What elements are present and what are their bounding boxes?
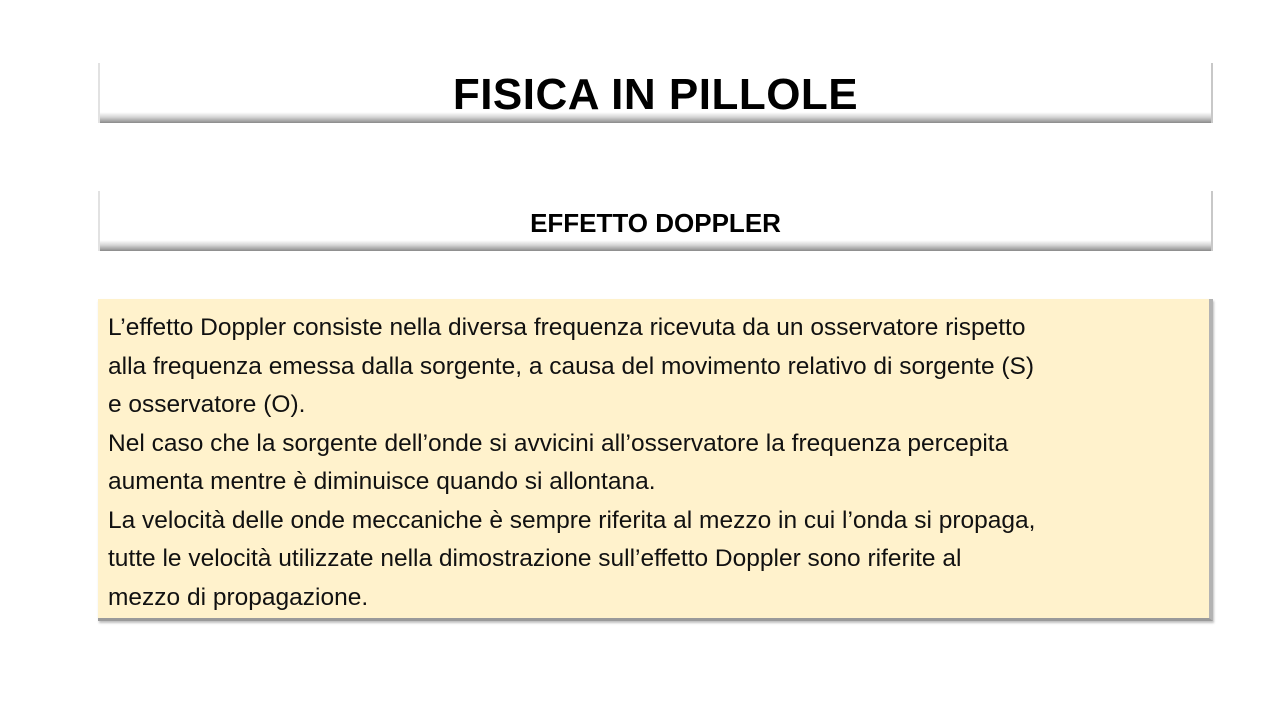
subtitle-banner [98, 191, 1213, 251]
text-line: La velocità delle onde meccaniche è sempre riferita al mezzo in cui l’onda si propaga, [108, 506, 1036, 534]
text-line: aumenta mentre è diminuisce quando si allontana. [108, 468, 656, 495]
text-line: mezzo di propagazione. [108, 583, 369, 611]
title-banner [98, 63, 1213, 123]
text-line: Nel caso che la sorgente dell’onde si avvicini all’osservatore la frequenza percepita [108, 429, 1009, 457]
text-line: alla frequenza emessa dalla sorgente, a causa del movimento relativo di sorgente (S) [108, 352, 1035, 380]
page-title: FISICA IN PILLOLE [452, 70, 859, 119]
section-title: EFFETTO DOPPLER [530, 208, 781, 238]
content-box [98, 299, 1213, 621]
text-line: L’effetto Doppler consiste nella diversa frequenza ricevuta da un osservatore rispetto [108, 314, 1026, 341]
text-line: e osservatore (O). [108, 391, 306, 418]
text-line: tutte le velocità utilizzate nella dimostrazione sull’effetto Doppler sono riferite al [108, 545, 962, 572]
